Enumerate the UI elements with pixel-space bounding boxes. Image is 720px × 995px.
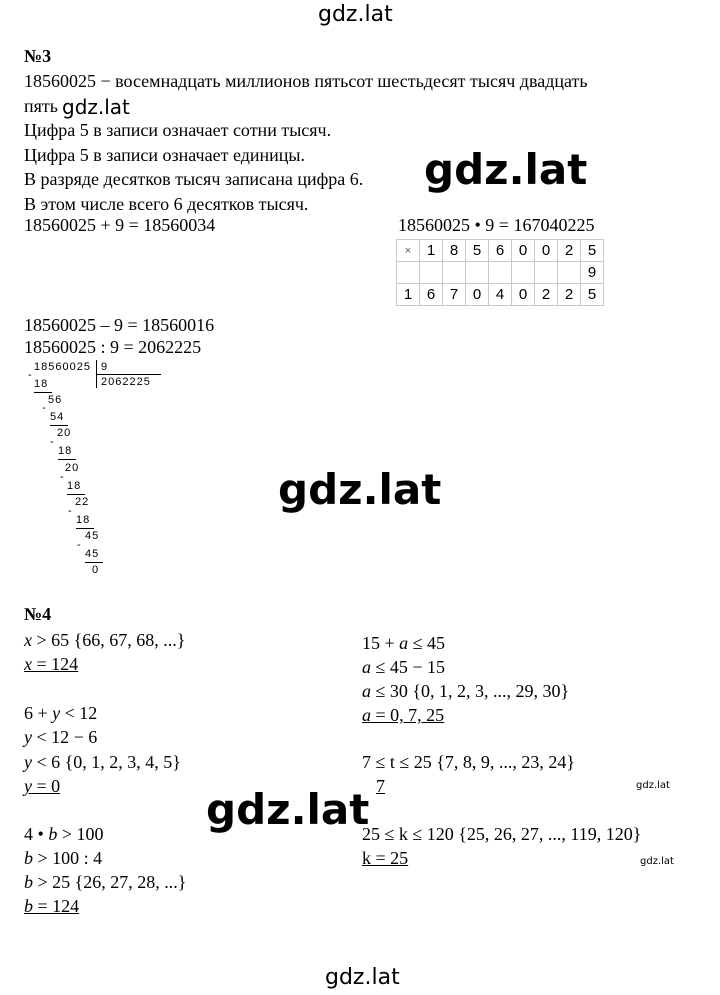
division-minus: -	[68, 505, 73, 517]
mult-multiplier: 9	[581, 262, 604, 284]
task4-left-b2: y < 12 − 6	[24, 727, 98, 747]
mult-top-digit: 1	[420, 240, 443, 262]
task4-right-c1: 25 ≤ k ≤ 120 {25, 26, 27, ..., 119, 120}	[362, 824, 642, 844]
mult-empty-cell	[397, 262, 420, 284]
division-dividend: 18560025	[34, 361, 91, 373]
mult-empty-cell	[489, 262, 512, 284]
mult-top-digit: 0	[535, 240, 558, 262]
task4-right-a2: a ≤ 45 − 15	[362, 657, 446, 677]
mult-top-digit: 0	[512, 240, 535, 262]
task3-sum: 18560025 + 9 = 18560034	[24, 215, 216, 235]
mult-top-digit: 5	[581, 240, 604, 262]
task3-quotient: 18560025 : 9 = 2062225	[24, 337, 202, 357]
mult-result-digit: 0	[512, 284, 535, 306]
task4-right-a1: 15 + a ≤ 45	[362, 633, 446, 653]
task3-difference: 18560025 – 9 = 18560016	[24, 315, 215, 335]
task3-fact-4: В этом числе всего 6 десятков тысяч.	[24, 194, 309, 214]
division-step: 18	[76, 514, 91, 526]
mult-empty-cell	[466, 262, 489, 284]
mult-result-digit: 1	[397, 284, 420, 306]
watermark-large-2: gdz.lat	[278, 465, 442, 514]
division-line	[85, 562, 103, 563]
division-step: 18	[58, 445, 73, 457]
mult-top-digit: 5	[466, 240, 489, 262]
mult-empty-cell	[512, 262, 535, 284]
division-step: 54	[50, 411, 65, 423]
mult-result-digit: 2	[558, 284, 581, 306]
division-step: 56	[48, 394, 63, 406]
task4-right-a4: a = 0, 7, 25	[362, 705, 445, 725]
task4-left-c1: 4 • b > 100	[24, 824, 104, 844]
task4-heading: №4	[24, 604, 52, 624]
mult-result-digit: 5	[581, 284, 604, 306]
division-result: 2062225	[101, 376, 151, 388]
task3-fact-3: В разряде десятков тысяч записана цифра 6.	[24, 169, 364, 189]
task4-left-a1: x > 65 {66, 67, 68, ...}	[24, 630, 186, 650]
division-minus: -	[60, 471, 65, 483]
mult-result-digit: 2	[535, 284, 558, 306]
task4-left-c2: b > 100 : 4	[24, 848, 103, 868]
division-line	[34, 392, 52, 393]
task4-left-b1: 6 + y < 12	[24, 703, 98, 723]
task3-number-words-line2: пять	[24, 96, 58, 116]
mult-top-digit: 2	[558, 240, 581, 262]
division-line	[67, 494, 85, 495]
multiplication-grid	[396, 239, 604, 306]
division-minus: -	[42, 402, 47, 414]
watermark-large-3: gdz.lat	[206, 785, 370, 834]
task4-left-c3: b > 25 {26, 27, 28, ...}	[24, 872, 187, 892]
division-step: 18	[67, 480, 82, 492]
watermark-small-1: gdz.lat	[636, 780, 670, 791]
task4-right-b2: 7	[376, 776, 385, 796]
mult-empty-cell	[535, 262, 558, 284]
division-remainder: 0	[92, 564, 100, 576]
task4-left-a2: x = 124	[24, 654, 79, 674]
mult-empty-cell	[443, 262, 466, 284]
mult-empty-cell	[420, 262, 443, 284]
task3-heading: №3	[24, 46, 52, 66]
division-minus: -	[28, 369, 33, 381]
task3-product: 18560025 • 9 = 167040225	[398, 215, 595, 235]
task4-left-b4: y = 0	[24, 776, 61, 796]
mult-sign: ×	[397, 240, 420, 262]
division-line	[76, 528, 94, 529]
task4-right-b1: 7 ≤ t ≤ 25 {7, 8, 9, ..., 23, 24}	[362, 752, 576, 772]
mult-top-digit: 8	[443, 240, 466, 262]
division-step: 45	[85, 530, 100, 542]
watermark-bottom: gdz.lat	[325, 965, 400, 990]
mult-result-digit: 7	[443, 284, 466, 306]
watermark-small-2: gdz.lat	[640, 856, 674, 867]
division-step: 22	[75, 496, 90, 508]
division-minus: -	[77, 539, 82, 551]
division-line	[50, 425, 68, 426]
division-step: 18	[34, 378, 49, 390]
task4-left-c4: b = 124	[24, 896, 80, 916]
division-step: 20	[65, 462, 80, 474]
division-step: 20	[57, 427, 72, 439]
division-line	[58, 459, 76, 460]
division-step: 45	[85, 548, 100, 560]
task3-number-words-line1: 18560025 − восемнадцать миллионов пятьсот шестьдесят тысяч двадцать	[24, 71, 588, 91]
division-divisor-line	[97, 374, 161, 375]
task4-right-c2: k = 25	[362, 848, 409, 868]
watermark-top: gdz.lat	[318, 2, 393, 27]
task4-right-a3: a ≤ 30 {0, 1, 2, 3, ..., 29, 30}	[362, 681, 570, 701]
mult-top-digit: 6	[489, 240, 512, 262]
mult-result-digit: 0	[466, 284, 489, 306]
mult-result-digit: 6	[420, 284, 443, 306]
division-divisor: 9	[101, 361, 109, 373]
watermark-inline: gdz.lat	[62, 95, 130, 119]
mult-result-digit: 4	[489, 284, 512, 306]
watermark-large-1: gdz.lat	[424, 145, 588, 194]
division-minus: -	[50, 436, 55, 448]
task3-fact-1: Цифра 5 в записи означает сотни тысяч.	[24, 120, 332, 140]
task4-left-b3: y < 6 {0, 1, 2, 3, 4, 5}	[24, 752, 181, 772]
mult-empty-cell	[558, 262, 581, 284]
task3-fact-2: Цифра 5 в записи означает единицы.	[24, 145, 305, 165]
